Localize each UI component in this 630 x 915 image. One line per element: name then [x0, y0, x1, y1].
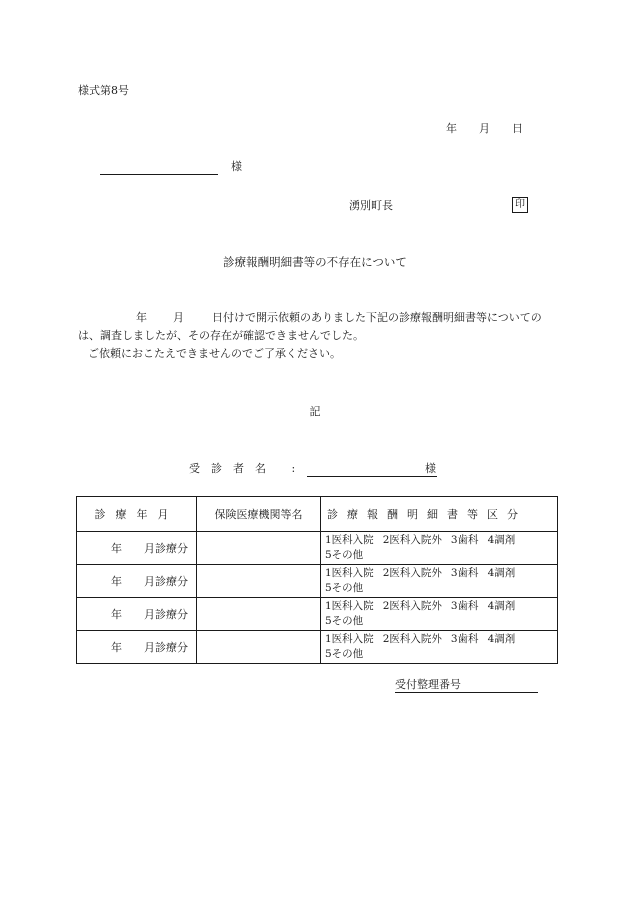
cell-institution — [197, 565, 321, 598]
table-row — [77, 532, 558, 565]
header-statement-type: 診療報酬明細書等区分 — [321, 497, 558, 532]
cell-consultation-month: 年 月診療分 — [77, 631, 197, 664]
body-line-1 — [78, 311, 542, 325]
header-consultation-month: 診療年月 — [77, 497, 197, 532]
table-header-row — [77, 497, 558, 532]
body-line-1-text: 日付けで開示依頼のありました下記の診療報酬明細書等についての — [212, 311, 542, 324]
sender-name: 湧別町長 — [349, 199, 393, 212]
table-row — [77, 598, 558, 631]
body-year: 年 — [136, 311, 147, 324]
cell-statement-type: 1医科入院 2医科入院外 3歯科 4調剤 5その他 — [321, 565, 558, 598]
addressee-underline — [100, 174, 218, 175]
cell-consultation-month: 年 月診療分 — [77, 565, 197, 598]
body-line-3: ご依頼におこたえできませんのでご了承ください。 — [88, 347, 341, 360]
receipt-number-label: 受付整理番号 — [395, 678, 461, 691]
records-table — [76, 496, 558, 664]
cell-consultation-month: 年 月診療分 — [77, 598, 197, 631]
cell-statement-type: 1医科入院 2医科入院外 3歯科 4調剤 5その他 — [321, 532, 558, 565]
addressee-suffix: 様 — [231, 160, 242, 173]
ki-heading: 記 — [309, 405, 321, 418]
receipt-number-underline — [395, 692, 538, 693]
cell-statement-type: 1医科入院 2医科入院外 3歯科 4調剤 5その他 — [321, 631, 558, 664]
date-line — [446, 122, 523, 136]
document-title: 診療報酬明細書等の不存在について — [223, 255, 407, 269]
header-institution: 保険医療機関等名 — [197, 497, 321, 532]
body-month: 月 — [173, 311, 184, 324]
form-number: 様式第8号 — [78, 84, 129, 97]
recipient-label: 受診者名 : — [189, 462, 307, 475]
table-row — [77, 565, 558, 598]
date-month: 月 — [479, 122, 490, 135]
cell-institution — [197, 631, 321, 664]
date-year: 年 — [446, 122, 457, 135]
body-line-2: は、調査しましたが、その存在が確認できませんでした。 — [78, 329, 364, 342]
cell-consultation-month: 年 月診療分 — [77, 532, 197, 565]
cell-institution — [197, 598, 321, 631]
recipient-suffix: 様 — [425, 462, 436, 475]
recipient-underline — [307, 476, 437, 477]
date-day: 日 — [512, 122, 523, 135]
seal-stamp: 印 — [512, 197, 528, 213]
cell-statement-type: 1医科入院 2医科入院外 3歯科 4調剤 5その他 — [321, 598, 558, 631]
table-row — [77, 631, 558, 664]
cell-institution — [197, 532, 321, 565]
